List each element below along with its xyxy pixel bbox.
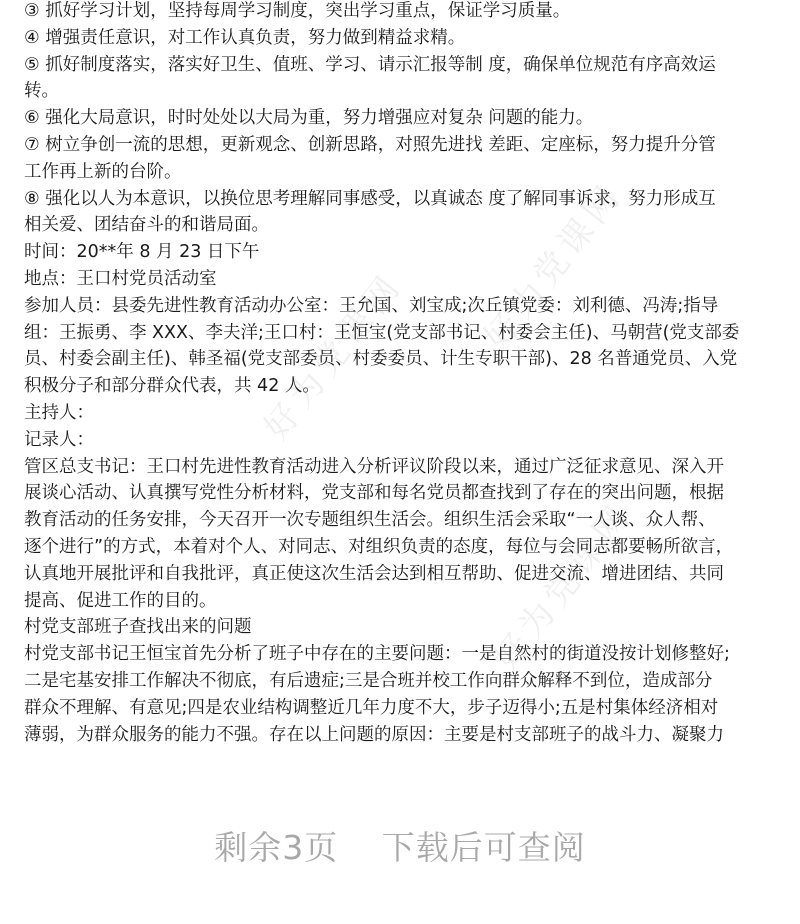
text-line: ③ 抓好学习计划，坚持每周学习制度，突出学习重点，保证学习质量。 [24, 1, 571, 21]
text-line: 管区总支书记：王口村先进性教育活动进入分析评议阶段以来，通过广泛征求意见、深入开 [24, 456, 724, 477]
text-line: 积极分子和部分群众代表，共 42 人。 [24, 376, 320, 397]
text-line: 村党支部班子查找出来的问题 [24, 617, 252, 638]
text-line: 主持人： [24, 403, 94, 423]
text-line: 参加人员：县委先进性教育活动办公室：王允国、刘宝成;次丘镇党委：刘利德、冯涛;指导 [24, 295, 719, 316]
remaining-pages-label: 剩余3页 [214, 828, 339, 867]
text-line: 时间：20**年 8 月 23 日下午 [24, 242, 260, 263]
text-line: 地点：王口村党员活动室 [24, 269, 217, 289]
watermark: 好为党课网 [486, 495, 641, 678]
text-line: 转。 [24, 81, 59, 102]
text-line: 教育活动的任务安排，今天召开一次专题组织生活会。组织生活会采取“一人谈、众人帮、 [24, 510, 716, 531]
text-line: 工作再上新的台阶。 [24, 161, 182, 182]
text-line: ⑤ 抓好制度落实，落实好卫生、值班、学习、请示汇报等制 度，确保单位规范有序高效运 [24, 54, 716, 75]
text-line: 逐个进行”的方式，本着对个人、对同志、对组织负责的态度，每位与会同志都要畅所欲言， [24, 537, 734, 557]
text-line: ④ 增强责任意识，对工作认真负责，努力做到精益求精。 [24, 27, 466, 48]
text-line: ⑥ 强化大局意识，时时处处以大局为重，努力增强应对复杂 问题的能力。 [24, 108, 594, 129]
fade-overlay [0, 770, 800, 810]
text-line: 员、村委会副主任)、韩圣福(党支部委员、村委委员、计生专职干部)、28 名普通党员、入党 [24, 349, 738, 370]
text-line: 提高、促进工作的目的。 [24, 590, 217, 611]
watermark: 好为党课网 [476, 175, 631, 358]
text-line: 展谈心活动、认真撰写党性分析材料，党支部和每名党员都查找到了存在的突出问题，根据 [24, 483, 724, 504]
text-line: ⑧ 强化以人为本意识，以换位思考理解同事感受，以真诚态 度了解同事诉求，努力形成互 [24, 188, 716, 209]
text-line: 组：王振勇、李 XXX、李夫洋;王口村：王恒宝(党支部书记、村委会主任)、马朝营(党支部委 [24, 322, 740, 343]
text-line: 村党支部书记王恒宝首先分析了班子中存在的主要问题：一是自然村的街道没按计划修整好; [24, 644, 730, 665]
watermark: 好为党课网 [256, 265, 411, 448]
text-line: 薄弱，为群众服务的能力不强。存在以上问题的原因：主要是村支部班子的战斗力、凝聚力 [24, 724, 724, 745]
text-line: 记录人： [24, 429, 94, 450]
text-line: 相关爱、团结奋斗的和谐局面。 [24, 215, 269, 236]
text-line: ⑦ 树立争创一流的思想，更新观念、创新思路，对照先进找 差距、定座标，努力提升分管 [24, 135, 716, 155]
text-line: 群众不理解、有意见;四是农业结构调整近几年力度不大，步子迈得小;五是村集体经济相对 [24, 697, 719, 718]
text-line: 认真地开展批评和自我批评，真正使这次生活会达到相互帮助、促进交流、增进团结、共同 [24, 563, 724, 584]
download-prompt[interactable] [0, 818, 800, 878]
download-to-view-label: 下载后可查阅 [381, 828, 586, 867]
text-line: 二是宅基安排工作解决不彻底，有后遗症;三是合班并校工作向群众解释不到位，造成部分 [24, 671, 713, 691]
